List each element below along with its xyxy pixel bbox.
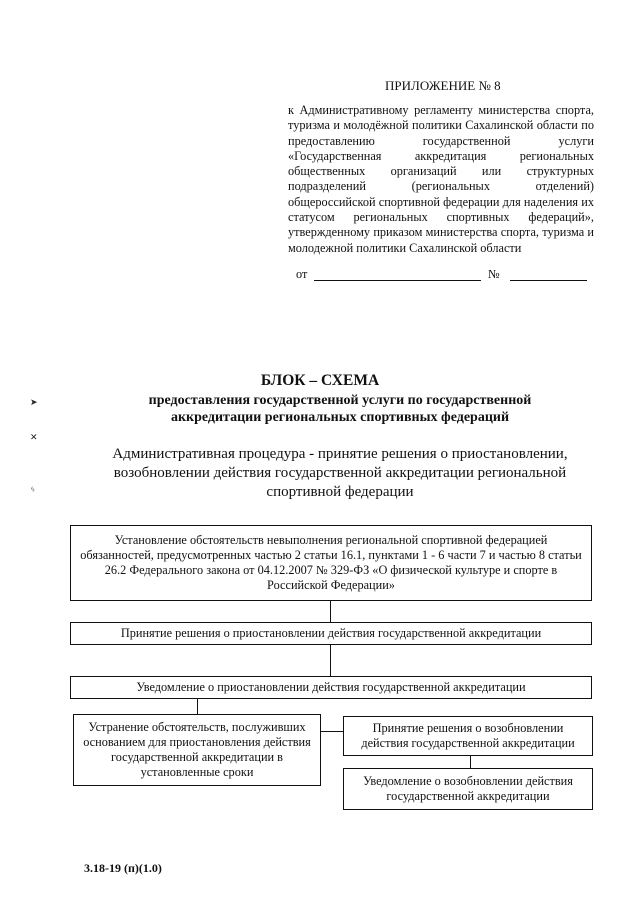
block-schema-subtitle: предоставления государственной услуги по государственной аккредитации региональных спортивных федераций	[148, 393, 532, 425]
connector-3-left	[197, 699, 198, 714]
date-label: от	[296, 267, 308, 281]
connector-left-right	[321, 731, 343, 732]
flow-box-step4-left: Устранение обстоятельств, послуживших основанием для приостановления действия государственной аккредитации в установленные сроки	[73, 714, 321, 786]
appendix-title: ПРИЛОЖЕНИЕ № 8	[385, 78, 501, 93]
flow-box-step3: Уведомление о приостановлении действия государственной аккредитации	[70, 676, 592, 699]
connector-1-2	[330, 601, 331, 622]
number-label: №	[488, 267, 500, 281]
margin-mark: ✕	[30, 432, 38, 442]
procedure-title: Административная процедура - принятие решения о приостановлении, возобновлении действия государственной аккредитации региональной спортивной федерации	[112, 446, 568, 500]
document-code: 3.18-19 (п)(1.0)	[84, 861, 162, 875]
margin-mark: ᛃ	[30, 484, 36, 494]
appendix-reference: к Административному регламенту министерства спорта, туризма и молодёжной политики Сахалинской области по предоставлению государственной услуги «Государственная аккредитация региональных общественных организаций или структурных подразделений (региональных отделений) общероссийской спортивной федерации для наделения их статусом региональных спортивных федераций», утвержденному приказом министерства спорта, туризма и молодежной политики Сахалинской области	[288, 103, 594, 255]
date-underline	[314, 280, 481, 281]
flow-box-step1: Установление обстоятельств невыполнения региональной спортивной федерацией обязанностей, предусмотренных частью 2 статьи 16.1, пунктами 1 - 6 части 7 и частью 8 статьи 26.2 Федерального закона от 04.12.2007 № 329-ФЗ «О физической культуре и спорте в Российской Федерации»	[70, 525, 592, 601]
flow-box-step5-right: Уведомление о возобновлении действия государственной аккредитации	[343, 768, 593, 810]
margin-mark: ➤	[30, 397, 38, 407]
flow-box-step2: Принятие решения о приостановлении действия государственной аккредитации	[70, 622, 592, 645]
signature-line	[296, 267, 596, 283]
connector-2-3	[330, 645, 331, 676]
number-underline	[510, 280, 587, 281]
block-schema-title: БЛОК – СХЕМА	[260, 372, 380, 389]
flow-box-step4-right: Принятие решения о возобновлении действия государственной аккредитации	[343, 716, 593, 756]
connector-right-down	[470, 756, 471, 768]
